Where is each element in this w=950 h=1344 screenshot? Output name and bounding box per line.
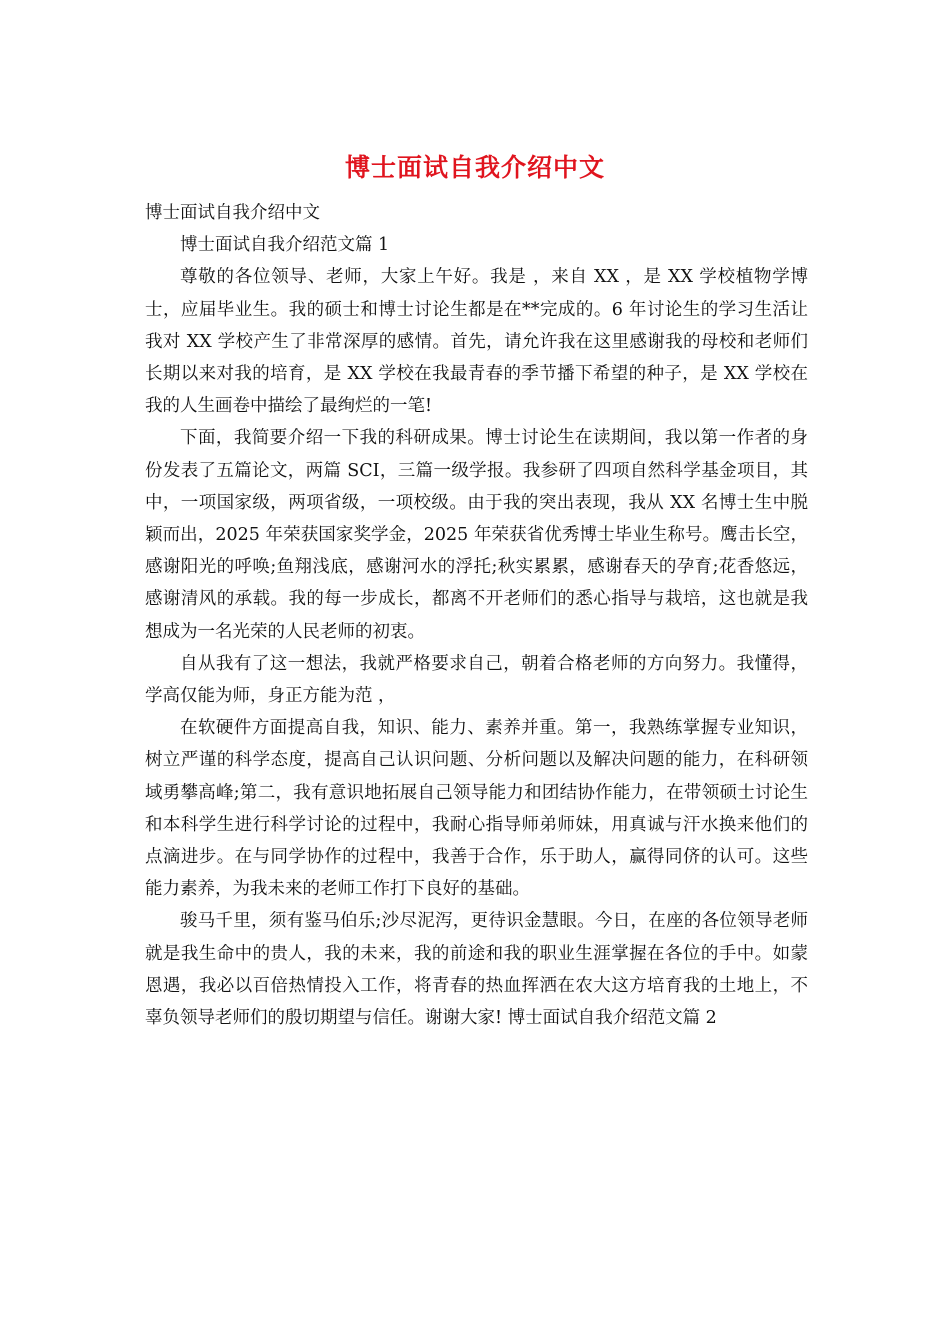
paragraph-section-heading-1: 博士面试自我介绍范文篇 1 bbox=[180, 235, 390, 256]
document-title: 博士面试自我介绍中文 bbox=[344, 153, 605, 182]
paragraph-greeting: 尊敬的各位领导、老师，大家上午好。我是 ，来自 XX ，是 XX 学校植物学博士，应届毕业生。我的硕士和博士讨论生都是在**完成的。6 年讨论生的学习生活让我对 XX 学校产生了非常深厚的感情。首先，请允许我在这里感谢我的母校和老师们长期以来对我的培育，是 XX 学校在我最青春的季节播下希望的种子，是 XX 学校在我的人生画卷中描绘了最绚烂的一笔! bbox=[145, 267, 808, 417]
document-body bbox=[145, 197, 808, 1034]
paragraph-closing: 骏马千里，须有鉴马伯乐;沙尽泥泻，更待识金慧眼。今日，在座的各位领导老师就是我生命中的贵人，我的未来，我的前途和我的职业生涯掌握在各位的手中。如蒙恩遇，我必以百倍热情投入工作，将青春的热血挥洒在农大这方培育我的土地上，不辜负领导老师们的殷切期望与信任。谢谢大家! 博士面试自我介绍范文篇 2 bbox=[145, 911, 808, 1029]
document-subtitle: 博士面试自我介绍中文 bbox=[145, 203, 320, 223]
paragraph-aspiration: 自从我有了这一想法，我就严格要求自己，朝着合格老师的方向努力。我懂得， 学高仅能为师，身正方能为范 ， bbox=[145, 653, 808, 707]
paragraph-research-results: 下面，我简要介绍一下我的科研成果。博士讨论生在读期间，我以第一作者的身份发表了五篇论文，两篇 SCI，三篇一级学报。我参研了四项自然科学基金项目，其中，一项国家级，两项省级，一项校级。由于我的突出表现，我从 XX 名博士生中脱颖而出，2025 年荣获国家奖学金，2025 年荣获省优秀博士毕业生称号。鹰击长空，感谢阳光的呼唤;鱼翔浅底，感谢河水的浮托;秋实累累，感谢春天的孕育;花香悠远，感谢清风的承载。我的每一步成长，都离不开老师们的悉心指导与栽培，这也就是我想成为一名光荣的人民老师的初衷。 bbox=[145, 428, 808, 642]
paragraph-abilities: 在软硬件方面提高自我，知识、能力、素养并重。第一，我熟练掌握专业知识，树立严谨的科学态度，提高自己认识问题、分析问题以及解决问题的能力，在科研领域勇攀高峰;第二，我有意识地拓展自己领导能力和团结协作能力，在带领硕士讨论生和本科学生进行科学讨论的过程中，我耐心指导师弟师妹，用真诚与汗水换来他们的点滴进步。在与同学协作的过程中，我善于合作，乐于助人，赢得同侪的认可。这些能力素养，为我未来的老师工作打下良好的基础。 bbox=[145, 718, 808, 900]
